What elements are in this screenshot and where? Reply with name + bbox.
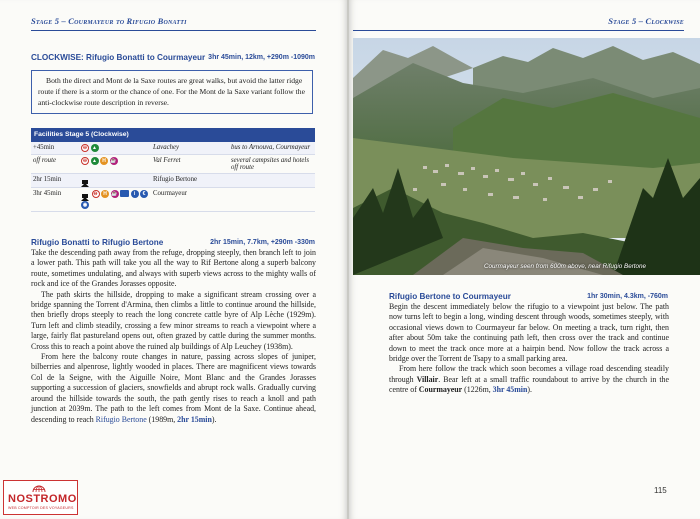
courmayeur-name: Courmayeur	[418, 385, 463, 395]
facility-info: bus to Arnouva, Courmayeur	[231, 144, 311, 151]
facility-icons	[79, 142, 151, 154]
logo-name: NOSTROMO	[8, 493, 77, 505]
refuge-icon	[81, 190, 90, 199]
section-body-bonatti-bertone	[31, 248, 316, 425]
campsite-icon: ▲	[92, 145, 97, 151]
running-head-left: Stage 5 – Courmayeur to Rifugio Bonatti	[31, 16, 187, 26]
facility-time: 2hr 15min	[33, 176, 62, 183]
shop-icon: ◉	[82, 201, 88, 208]
table-row	[31, 188, 315, 212]
section-meta-bonatti-bertone: 2hr 15min, 7.7km, +290m -330m	[210, 239, 315, 246]
paragraph: Begin the descent immediately below the rifugio to a viewpoint just below. The path now turns left to begin a long, winding descent through woods, sometimes steeply, with occasional views down to Courmayeur far below. On meeting a track, turn right, then after about 50m take the continuing path left, then cross over the track and continue down to meet the track once more at a hairpin bend. Now follow the track across a bridge over the Torrent de Tsapy to a small parking area.	[389, 302, 669, 364]
section-title-clockwise: CLOCKWISE: Rifugio Bonatti to Courmayeur	[31, 53, 206, 62]
header-rule	[353, 30, 684, 31]
facility-info	[229, 174, 315, 187]
facility-time: off route	[33, 157, 56, 164]
refuge-icon	[81, 176, 90, 185]
nostromo-logo	[3, 480, 78, 515]
stage-time: 3hr 45min	[492, 385, 528, 395]
facilities-heading: Facilities Stage 5 (Clockwise)	[31, 128, 315, 142]
route-note-text: Both the direct and Mont de la Saxe routes are great walks, but avoid the latter ridge route if there is a storm or the chance of one. For the Mont de la Saxe variant follow the anti-clockwise route description in reverse.	[38, 76, 305, 107]
paragraph: From here the balcony route changes in nature, passing across slopes of juniper, bilberries and alpenrose, lightly wooded in places. There are magnificent views towards Col de la Seigne, with the Aiguille Noire, Mont Blanc and the Grandes Jorasses supporting a succession of glaciers, snowfields and abrupt rock walls. Gradually curving around the hillside towards the south, the path gently rises to reach a knoll and path junction at 2039m. The path to the left comes from Mont de la Saxe. Continue ahead, descending to reach Rifugio Bertone (1989m, 2hr 15min).	[31, 352, 316, 424]
left-page	[0, 0, 347, 519]
globe-icon	[32, 482, 46, 493]
paragraph: The path skirts the hillside, dropping to make a significant stream crossing over a bridge spanning the Torrent d'Armina, then climbs a little to continue around the hillside, then briefly drops steeply to reach the long concrete cattle byre of Alp Lèche (1929m). Turn left and climb steadily, crossing a few minor streams to reach a viewpoint where a large, fairly flat pastureland opens out, often grazed by cattle during the summer months. Cross this to reach a point above the ruined alp buildings of Alp Leuchey (1938m).	[31, 289, 316, 351]
facility-place: Courmayeur	[153, 190, 187, 197]
bus-stop-icon: ⊖	[82, 145, 88, 151]
flag-icon	[120, 190, 129, 197]
paragraph: Take the descending path away from the refuge, dropping steeply, then branch left to join a lower path. This path will take you all the way to Rif Bertone along a superb balcony route, sometimes undulating, and always with superb views across to the mighty walls of rock and ice of the Grandes Jorasses opposite.	[31, 248, 316, 289]
paragraph: From here follow the track which soon becomes a village road descending steadily through Villair. Bear left at a small traffic roundabout to arrive by the church in the centre of Courmayeur (1226m, 3hr 45min).	[389, 364, 669, 395]
cafe-icon: ☕	[111, 191, 118, 197]
section-title-bonatti-bertone: Rifugio Bonatti to Rifugio Bertone	[31, 238, 164, 247]
bus-stop-icon: ⊖	[93, 191, 98, 197]
hotel-icon: H	[101, 190, 109, 198]
courmayeur-photo	[353, 38, 700, 275]
table-row	[31, 174, 315, 188]
campsite-icon: ▲	[92, 158, 97, 164]
section-meta-clockwise: 3hr 45min, 12km, +290m -1090m	[208, 54, 315, 61]
stage-time: 2hr 15min	[177, 414, 212, 424]
section-body-bertone-courmayeur	[389, 302, 669, 396]
hotel-icon: H	[100, 157, 108, 165]
facility-info	[229, 188, 315, 211]
rifugio-bertone-link: Rifugio Bertone	[95, 414, 147, 424]
route-note-box	[31, 70, 313, 114]
facility-place: Rifugio Bertone	[153, 176, 197, 183]
facilities-table	[31, 128, 315, 212]
table-row	[31, 142, 315, 155]
facilities-rows	[31, 142, 315, 212]
facility-place: Val Ferret	[153, 157, 181, 164]
page-number: 115	[654, 486, 667, 495]
facility-time: 3hr 45min	[33, 190, 62, 197]
logo-tagline: WEB COMPTOIR DES VOYAGEURS	[8, 506, 74, 510]
facility-info: several campsites and hotels off route	[231, 157, 309, 171]
table-row	[31, 155, 315, 174]
cash-icon: €	[140, 190, 148, 198]
facility-icons	[79, 174, 151, 187]
photo-caption: Courmayeur seen from 600m above, near Rifugio Bertone	[484, 263, 647, 270]
valley-landscape	[353, 38, 700, 275]
bus-stop-icon: ⊖	[82, 158, 88, 164]
header-rule	[31, 30, 316, 31]
facility-time: +45min	[33, 144, 55, 151]
facility-icons	[79, 155, 151, 173]
facility-place: Lavachey	[153, 144, 180, 151]
info-icon: i	[131, 190, 139, 198]
section-title-bertone-courmayeur: Rifugio Bertone to Courmayeur	[389, 292, 511, 301]
facility-icons	[79, 188, 151, 211]
cafe-icon: ☕	[110, 158, 117, 164]
running-head-right: Stage 5 – Clockwise	[608, 16, 684, 26]
villair-name: Villair	[416, 374, 439, 384]
section-meta-bertone-courmayeur: 1hr 30min, 4.3km, -760m	[587, 293, 668, 300]
